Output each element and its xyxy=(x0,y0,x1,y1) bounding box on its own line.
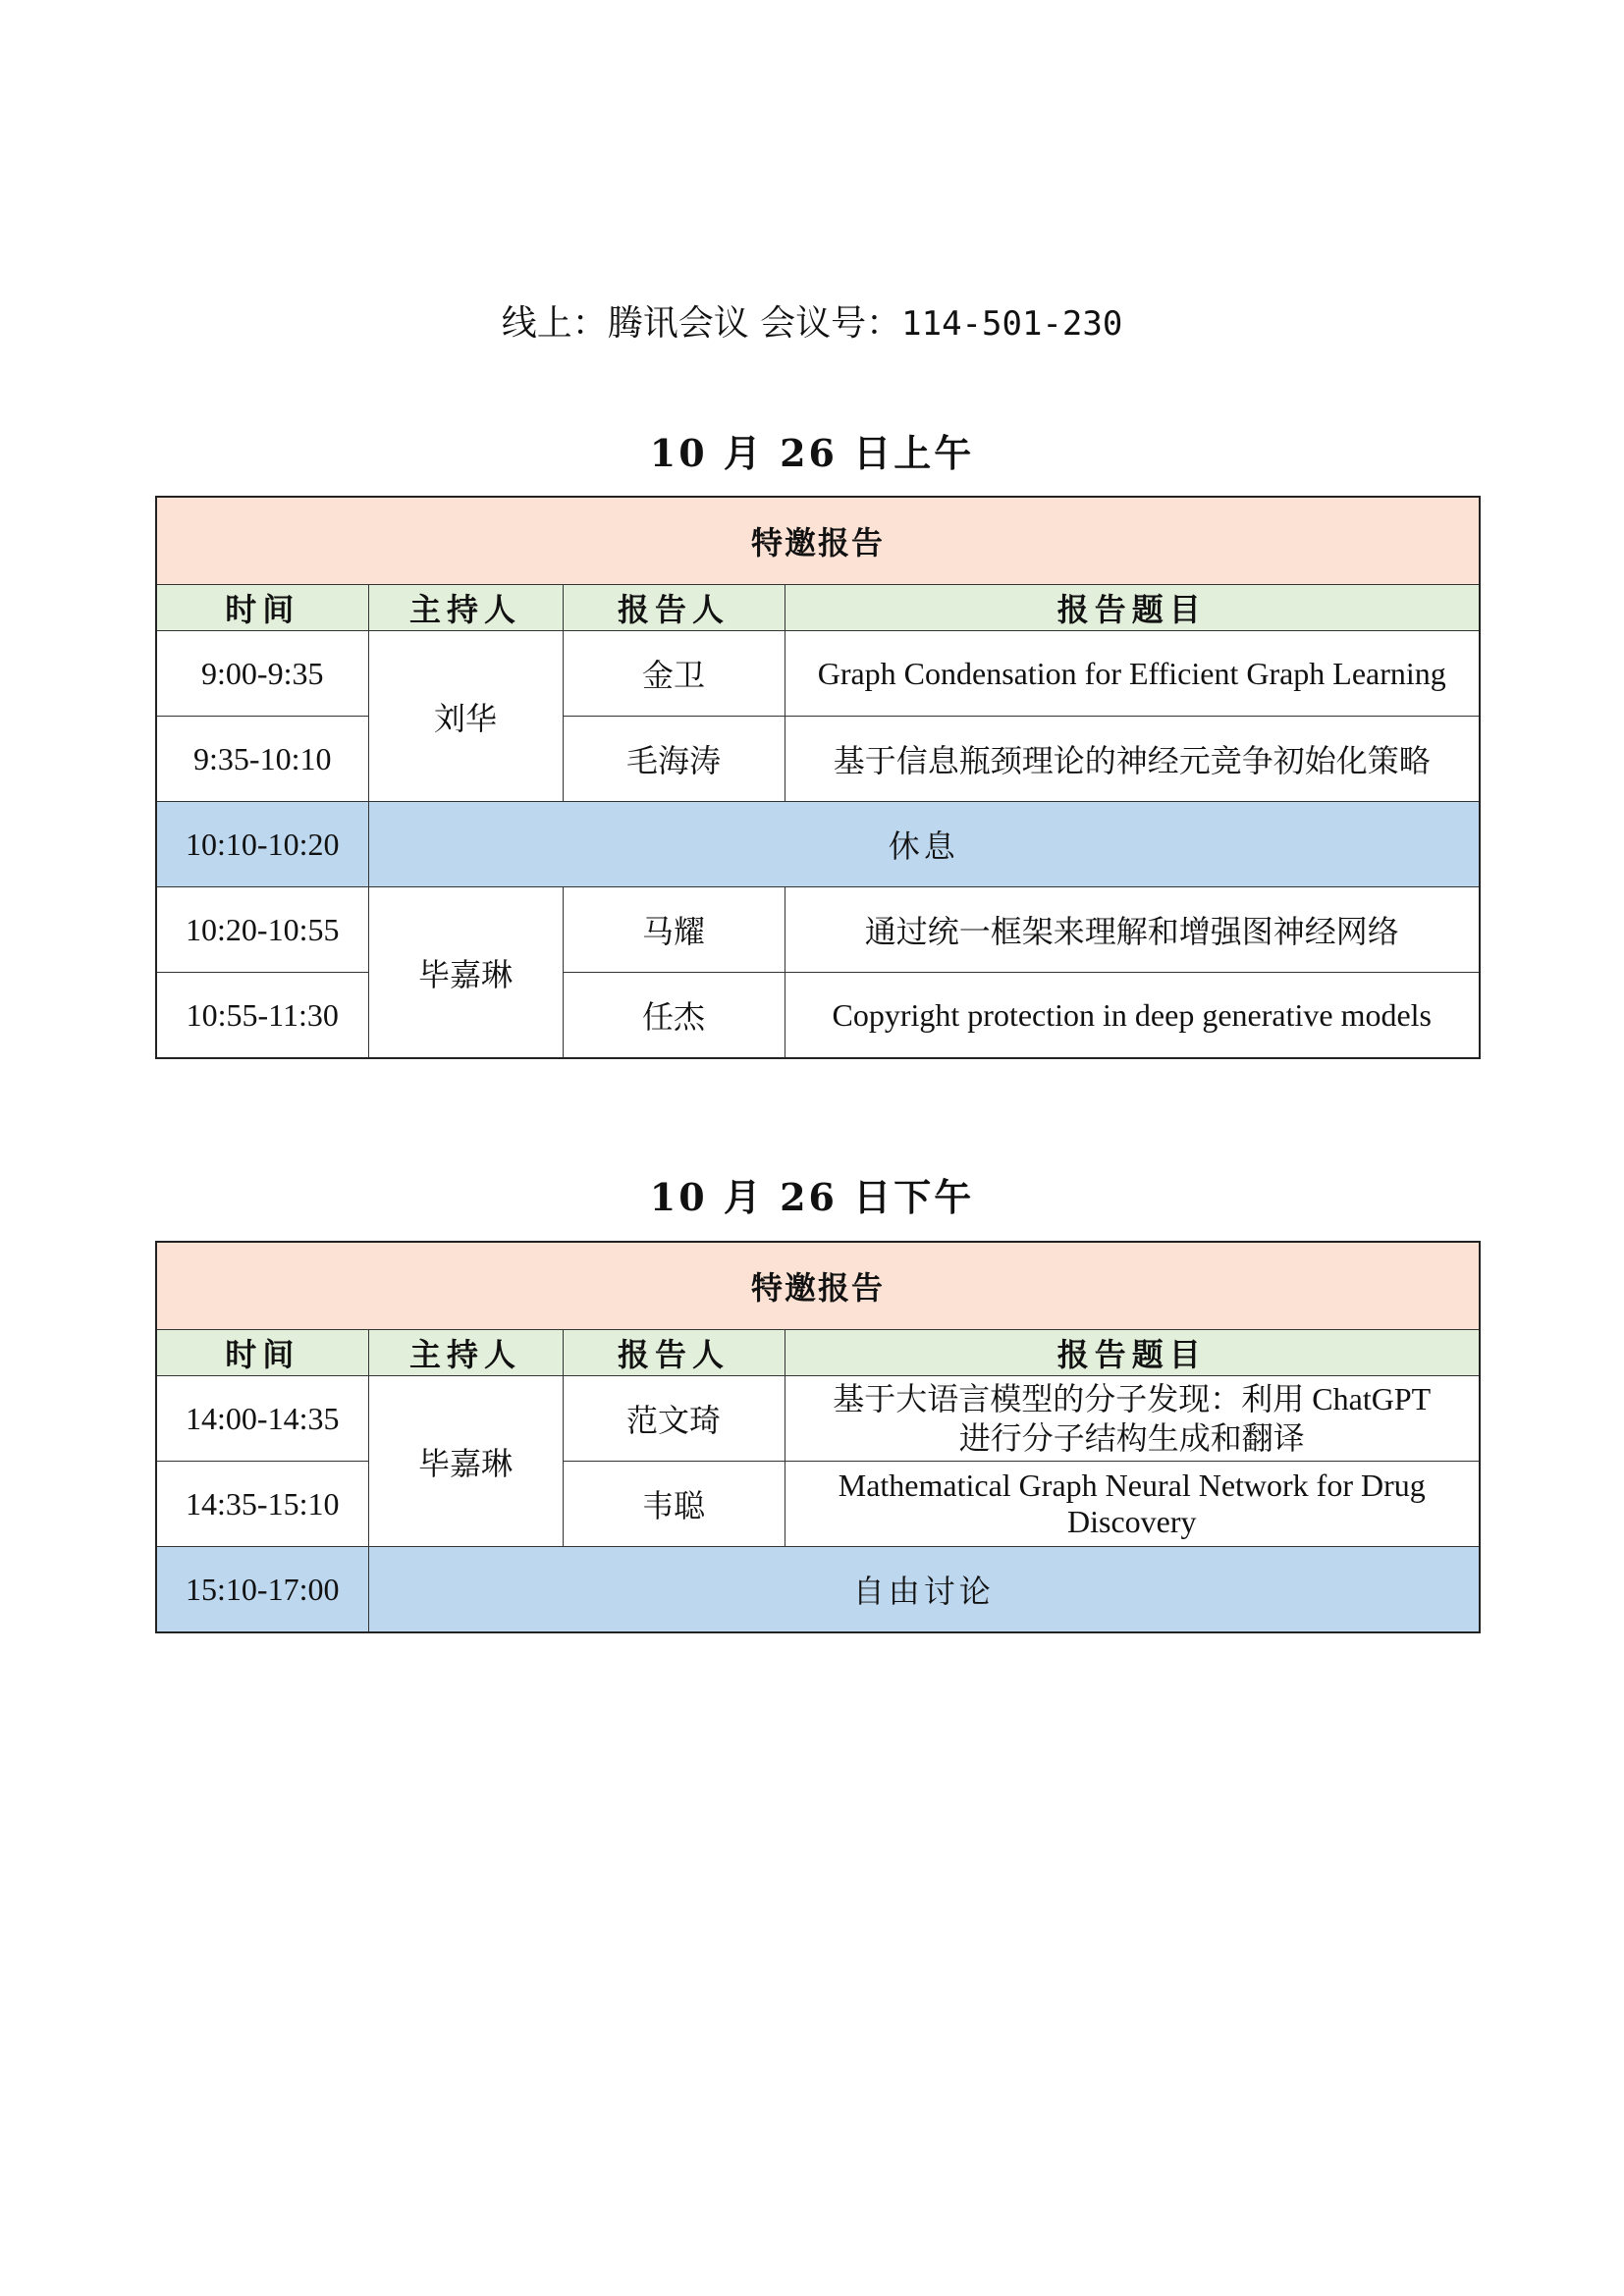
break-row xyxy=(156,802,1480,887)
online-meeting-label: 线上：腾讯会议 会议号： xyxy=(501,303,902,344)
header-topic: 报告题目 xyxy=(785,1330,1480,1376)
table-row xyxy=(156,1376,1480,1462)
header-time: 时间 xyxy=(156,585,368,631)
talk-time: 9:00-9:35 xyxy=(156,631,368,717)
schedule-table-morning xyxy=(155,496,1481,1059)
table-row xyxy=(156,887,1480,973)
talk-topic-line: 进行分子结构生成和翻译 xyxy=(958,1420,1305,1456)
table-row xyxy=(156,631,1480,717)
session-title-afternoon: 10 月 26 日下午 xyxy=(649,1175,975,1219)
header-topic: 报告题目 xyxy=(785,585,1480,631)
talk-speaker: 马耀 xyxy=(563,887,785,973)
break-row xyxy=(156,1547,1480,1633)
schedule-table-afternoon xyxy=(155,1241,1481,1633)
header-host: 主持人 xyxy=(368,1330,563,1376)
header-time: 时间 xyxy=(156,1330,368,1376)
online-meeting-info xyxy=(0,294,1624,353)
break-label: 自由讨论 xyxy=(368,1547,1480,1633)
talk-time: 10:20-10:55 xyxy=(156,887,368,973)
talk-speaker: 范文琦 xyxy=(563,1376,785,1462)
talk-speaker: 任杰 xyxy=(563,973,785,1059)
table-row xyxy=(156,973,1480,1059)
banner-invited-talks: 特邀报告 xyxy=(156,497,1480,585)
table-row xyxy=(156,1462,1480,1547)
banner-invited-talks: 特邀报告 xyxy=(156,1242,1480,1330)
talk-speaker: 毛海涛 xyxy=(563,717,785,802)
talk-time: 10:55-11:30 xyxy=(156,973,368,1059)
talk-speaker: 金卫 xyxy=(563,631,785,717)
talk-topic-line: 基于大语言模型的分子发现：利用 ChatGPT xyxy=(833,1381,1432,1416)
talk-topic: Graph Condensation for Efficient Graph Learning xyxy=(785,631,1480,717)
talk-topic: Copyright protection in deep generative models xyxy=(785,973,1480,1059)
header-speaker: 报告人 xyxy=(563,1330,785,1376)
talk-topic: Mathematical Graph Neural Network for Drug Discovery xyxy=(785,1462,1480,1547)
header-host: 主持人 xyxy=(368,585,563,631)
break-time: 10:10-10:20 xyxy=(156,802,368,887)
session-title-morning: 10 月 26 日上午 xyxy=(649,431,975,475)
header-speaker: 报告人 xyxy=(563,585,785,631)
talk-host: 毕嘉琳 xyxy=(368,887,563,1059)
talk-speaker: 韦聪 xyxy=(563,1462,785,1547)
talk-topic xyxy=(785,1376,1480,1462)
talk-time: 9:35-10:10 xyxy=(156,717,368,802)
talk-host: 毕嘉琳 xyxy=(368,1376,563,1547)
break-label: 休息 xyxy=(368,802,1480,887)
talk-time: 14:00-14:35 xyxy=(156,1376,368,1462)
break-time: 15:10-17:00 xyxy=(156,1547,368,1633)
talk-host: 刘华 xyxy=(368,631,563,802)
talk-time: 14:35-15:10 xyxy=(156,1462,368,1547)
table-row xyxy=(156,717,1480,802)
meeting-code: 114-501-230 xyxy=(901,304,1123,344)
talk-topic: 基于信息瓶颈理论的神经元竞争初始化策略 xyxy=(785,717,1480,802)
talk-topic: 通过统一框架来理解和增强图神经网络 xyxy=(785,887,1480,973)
